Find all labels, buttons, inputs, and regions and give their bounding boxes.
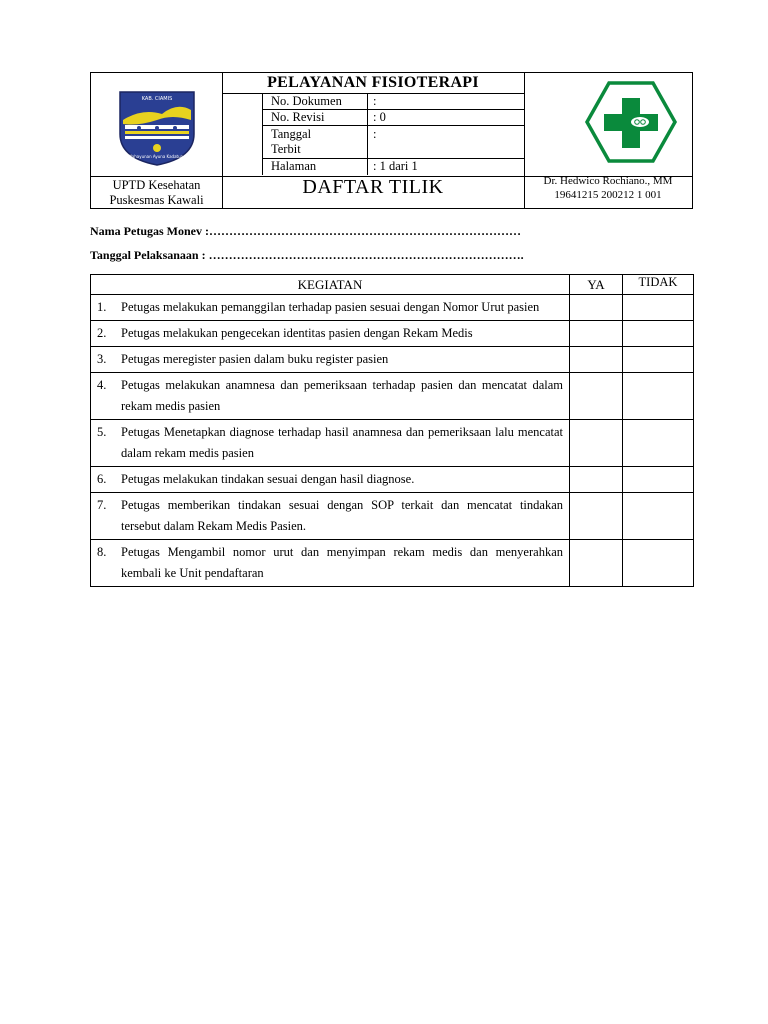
page-title: PELAYANAN FISIOTERAPI bbox=[267, 74, 479, 91]
doc-number-label: No. Dokumen bbox=[271, 94, 342, 108]
officer-name-field[interactable]: Nama Petugas Monev :…………………………………………………………………… bbox=[90, 224, 521, 238]
ya-checkbox-cell[interactable] bbox=[570, 321, 623, 347]
ya-checkbox-cell[interactable] bbox=[570, 347, 623, 373]
activity-number: 8. bbox=[97, 545, 107, 559]
activity-cell bbox=[91, 540, 570, 587]
ya-checkbox-cell[interactable] bbox=[570, 540, 623, 587]
activity-number: 6. bbox=[97, 472, 107, 486]
activity-cell bbox=[91, 373, 570, 420]
activity-cell bbox=[91, 420, 570, 467]
activity-number: 2. bbox=[97, 326, 107, 340]
tidak-checkbox-cell[interactable] bbox=[623, 493, 694, 540]
activity-text: Petugas melakukan tindakan sesuai dengan hasil diagnose. bbox=[121, 472, 415, 486]
header-ya: YA bbox=[570, 275, 623, 295]
header-divider-right bbox=[524, 73, 525, 208]
kabupaten-ciamis-logo bbox=[117, 90, 197, 167]
doc-field-divider-value bbox=[367, 93, 368, 175]
ya-checkbox-cell[interactable] bbox=[570, 493, 623, 540]
activity-text: Petugas melakukan pengecekan identitas pasien dengan Rekam Medis bbox=[121, 326, 473, 340]
activity-text: Petugas Mengambil nomor urut dan menyimpan rekam medis dan menyerahkan kembali ke Unit pendaftaran bbox=[121, 545, 563, 580]
activity-number: 5. bbox=[97, 425, 107, 439]
signer-nip: 19641215 200212 1 001 bbox=[554, 189, 662, 201]
table-row bbox=[91, 540, 694, 587]
tidak-checkbox-cell[interactable] bbox=[623, 467, 694, 493]
activity-cell bbox=[91, 347, 570, 373]
tidak-checkbox-cell[interactable] bbox=[623, 321, 694, 347]
activity-text: Petugas meregister pasien dalam buku register pasien bbox=[121, 352, 389, 366]
activity-cell bbox=[91, 467, 570, 493]
document-subtitle: DAFTAR TILIK bbox=[302, 176, 444, 198]
activity-number: 3. bbox=[97, 352, 107, 366]
doc-field-divider-label bbox=[262, 93, 263, 175]
activity-number: 1. bbox=[97, 300, 107, 314]
table-row bbox=[91, 420, 694, 467]
activity-cell bbox=[91, 493, 570, 540]
tidak-checkbox-cell[interactable] bbox=[623, 420, 694, 467]
page-label: Halaman bbox=[271, 159, 317, 173]
activity-number: 7. bbox=[97, 498, 107, 512]
unit-name-line2: Puskesmas Kawali bbox=[109, 193, 204, 207]
unit-name-line1: UPTD Kesehatan bbox=[112, 178, 201, 192]
issue-date-value: : bbox=[373, 127, 377, 141]
issue-date-label-2: Terbit bbox=[271, 142, 301, 156]
activity-text: Petugas memberikan tindakan sesuai dengan SOP terkait dan mencatat tindakan tersebut dalam Rekam Medis Pasien. bbox=[121, 498, 563, 533]
activity-cell bbox=[91, 321, 570, 347]
signer-name: Dr. Hedwico Rochiano., MM bbox=[543, 175, 673, 187]
checklist-table bbox=[90, 274, 694, 587]
document-header bbox=[90, 72, 693, 209]
ya-checkbox-cell[interactable] bbox=[570, 373, 623, 420]
tidak-checkbox-cell[interactable] bbox=[623, 540, 694, 587]
header-tidak: TIDAK bbox=[623, 275, 694, 295]
ya-checkbox-cell[interactable] bbox=[570, 420, 623, 467]
tidak-checkbox-cell[interactable] bbox=[623, 347, 694, 373]
header-kegiatan: KEGIATAN bbox=[91, 275, 570, 295]
ya-checkbox-cell[interactable] bbox=[570, 467, 623, 493]
table-row bbox=[91, 467, 694, 493]
implementation-date-field[interactable]: Tanggal Pelaksanaan : ……………………………………………………………………. bbox=[90, 248, 524, 262]
activity-text: Petugas melakukan pemanggilan terhadap pasien sesuai dengan Nomor Urut pasien bbox=[121, 300, 540, 314]
revision-label: No. Revisi bbox=[271, 110, 325, 124]
table-row bbox=[91, 493, 694, 540]
table-row bbox=[91, 295, 694, 321]
page-value: : 1 dari 1 bbox=[373, 159, 418, 173]
tidak-checkbox-cell[interactable] bbox=[623, 295, 694, 321]
table-row bbox=[91, 373, 694, 420]
activity-cell bbox=[91, 295, 570, 321]
table-header-row bbox=[91, 275, 694, 295]
issue-date-label: Tanggal bbox=[271, 127, 312, 141]
ya-checkbox-cell[interactable] bbox=[570, 295, 623, 321]
activity-number: 4. bbox=[97, 378, 107, 392]
puskesmas-logo bbox=[584, 80, 678, 164]
logo-bottom-text: Mahayunan Ayuna Kadatuan bbox=[128, 154, 186, 159]
logo-top-text: KAB. CIAMIS bbox=[141, 96, 173, 102]
revision-value: : 0 bbox=[373, 110, 386, 124]
table-row bbox=[91, 321, 694, 347]
activity-text: Petugas melakukan anamnesa dan pemeriksaan terhadap pasien dan mencatat dalam rekam medis pasien bbox=[121, 378, 563, 413]
activity-text: Petugas Menetapkan diagnose terhadap hasil anamnesa dan pemeriksaan lalu mencatat dalam rekam medis pasien bbox=[121, 425, 563, 460]
table-row bbox=[91, 347, 694, 373]
tidak-checkbox-cell[interactable] bbox=[623, 373, 694, 420]
doc-number-value: : bbox=[373, 94, 377, 108]
